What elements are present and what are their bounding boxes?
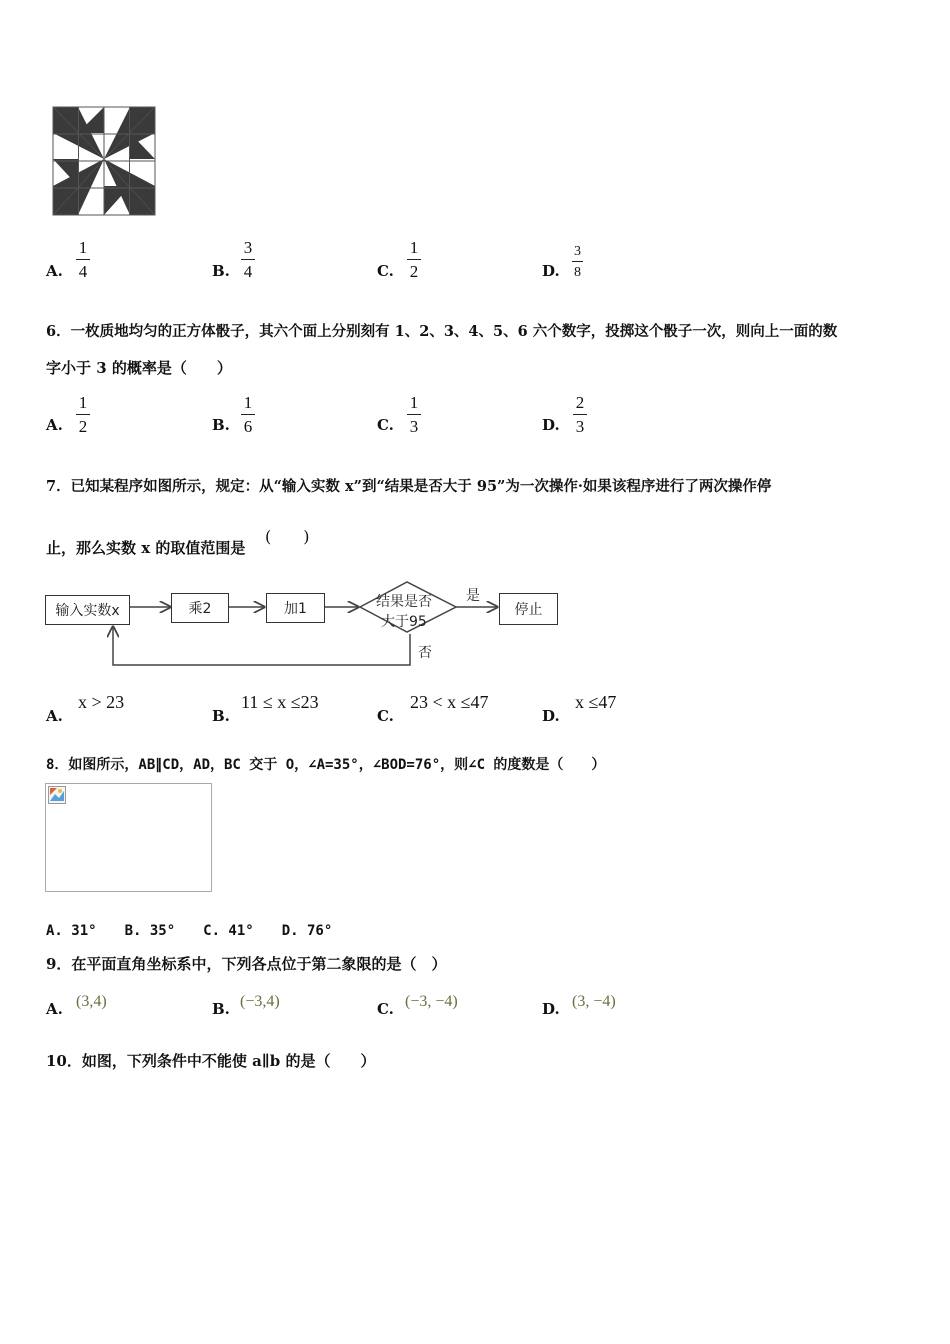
denominator: 8 [574,265,581,280]
numerator: 1 [409,393,419,412]
q5-option-c-fraction [407,238,421,282]
q6-option-c-fraction [407,393,421,437]
q8-options: A. 31° B. 35° C. 41° D. 76° [46,923,333,939]
flow-stop-box: 停止 [499,593,558,625]
flow-input-box: 输入实数x [45,595,130,625]
denominator: 3 [575,417,585,436]
q10-stem: 10．如图，下列条件中不能使 a∥b 的是（ ） [46,1052,376,1070]
q8-missing-figure [45,783,212,892]
numerator: 3 [243,238,253,257]
q8-stem: 8．如图所示，AB∥CD，AD，BC 交于 O，∠A=35°，∠BOD=76°，则∠C 的度数是（ ） [46,757,606,773]
q6-stem-line2: 字小于 3 的概率是（ ） [46,359,232,377]
q9-option-b-letter: B. [212,1000,230,1018]
broken-image-icon [48,786,66,804]
q7-option-b-letter: B. [212,707,230,725]
flow-multiply-box: 乘2 [171,593,229,623]
flow-condition-line1: 结果是否 [376,594,432,610]
numerator: 1 [78,393,88,412]
q7-option-a-expr: x > 23 [78,692,125,712]
flow-condition-line2: 大于95 [381,614,427,630]
numerator: 3 [574,244,581,259]
q9-option-d-letter: D. [542,1000,560,1018]
q6-option-c-letter: C. [377,416,394,434]
numerator: 1 [243,393,253,412]
denominator: 6 [243,417,253,436]
q7-option-d-letter: D. [542,707,560,725]
q7-answer-paren: ( ) [265,527,310,546]
flow-yes-label: 是 [466,588,480,604]
denominator: 3 [409,417,419,436]
q7-option-a-letter: A. [46,707,63,725]
q9-option-c-point: (−3, −4) [405,993,458,1010]
q7-option-c-expr: 23 < x ≤47 [410,692,489,712]
q5-option-c-letter: C. [377,262,394,280]
q6-option-d-fraction [573,393,587,437]
q5-option-d-letter: D. [542,262,560,280]
q9-option-b-point: (−3,4) [240,993,280,1010]
denominator: 2 [78,417,88,436]
q7-option-d-expr: x ≤47 [575,692,617,712]
q7-stem-line2: 止，那么实数 x 的取值范围是 [46,539,246,557]
q6-option-b-letter: B. [212,416,230,434]
numerator: 1 [78,238,88,257]
flow-add-box: 加1 [266,593,325,623]
q6-option-a-fraction [76,393,90,437]
q5-option-d-fraction [572,243,583,281]
q5-option-a-letter: A. [46,262,63,280]
q9-option-a-letter: A. [46,1000,63,1018]
q7-option-c-letter: C. [377,707,394,725]
denominator: 4 [243,262,253,281]
q6-option-a-letter: A. [46,416,63,434]
q6-option-d-letter: D. [542,416,560,434]
flow-no-label: 否 [418,645,432,661]
pinwheel-grid-figure [50,104,160,218]
q5-option-b-fraction [241,238,255,282]
denominator: 2 [409,262,419,281]
q9-option-d-point: (3, −4) [572,993,616,1010]
numerator: 2 [575,393,585,412]
q7-stem-line1: 7．已知某程序如图所示，规定：从“输入实数 x”到“结果是否大于 95”为一次操作·如果该程序进行了两次操作停 [46,478,772,495]
q5-option-a-fraction [76,238,90,282]
q9-stem: 9．在平面直角坐标系中，下列各点位于第二象限的是（ ） [46,955,447,973]
q6-option-b-fraction [241,393,255,437]
denominator: 4 [78,262,88,281]
q7-option-b-expr: 11 ≤ x ≤23 [241,692,319,712]
numerator: 1 [409,238,419,257]
q9-option-a-point: (3,4) [76,993,107,1010]
q9-option-c-letter: C. [377,1000,394,1018]
q5-option-b-letter: B. [212,262,230,280]
q6-stem-line1: 6．一枚质地均匀的正方体骰子，其六个面上分别刻有 1、2、3、4、5、6 六个数字，投掷这个骰子一次，则向上一面的数 [46,323,838,340]
